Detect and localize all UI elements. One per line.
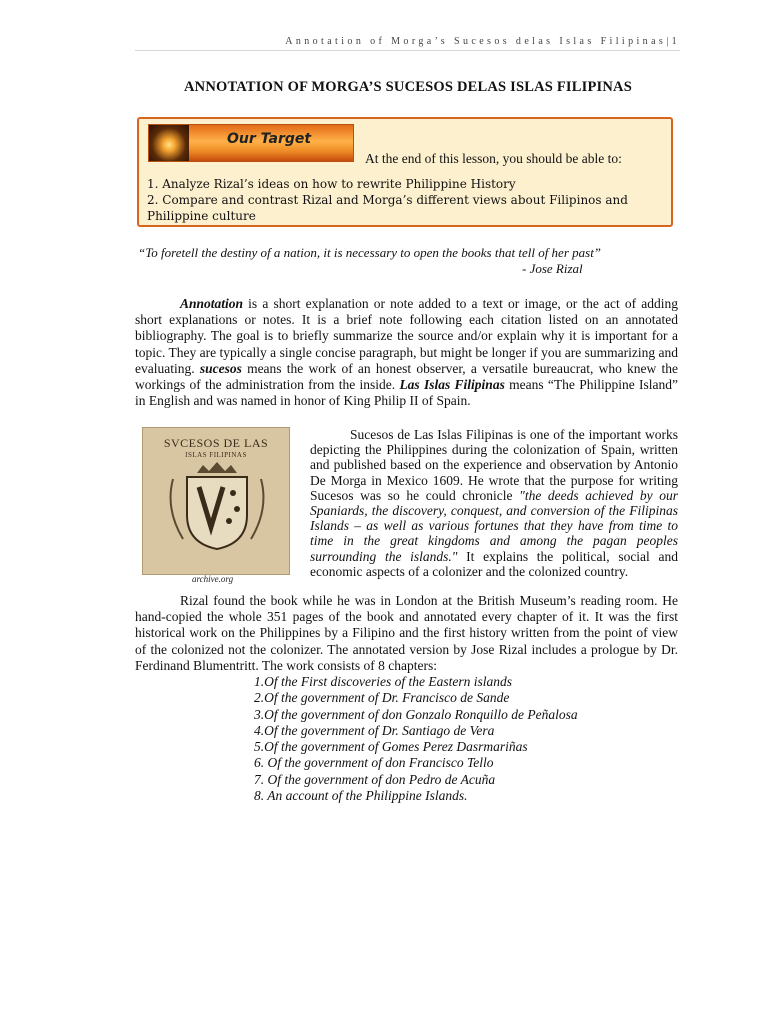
target-item-2: 2. Compare and contrast Rizal and Morga’s different views about Filipinos and Philippine culture <box>147 193 628 223</box>
paragraph1-text-2: means the work of an honest observer, a versatile bureaucrat, who knew the workings of the administration from the inside. <box>135 360 678 393</box>
page-title: ANNOTATION OF MORGA’S SUCESOS DELAS ISLAS FILIPINAS <box>184 79 632 95</box>
paragraph1-text-1: is a short explanation or note added to a text or image, or the act of adding short explanations or notes. It is a brief note following each citation listed on an annotated bibliography. The goal is to briefly summarize the source and/or explain why it is important for a topic. They are typically a single concise paragraph, but might be longer if you are summarizing and evaluating. <box>135 296 678 376</box>
paragraph2-text-1: Sucesos de Las Islas Filipinas is one of the important works depicting the Philippines during the colonization of Spain, written and published based on the experience and observation by Antonio De Morga in Mexico 1609. He wrote that the purpose for writing Sucesos was so he could chronicle <box>310 427 678 503</box>
quote-author: - Jose Rizal <box>522 261 583 276</box>
list-item: 2.Of the government of Dr. Francisco de Sande <box>254 690 510 706</box>
rizal-quote: “To foretell the destiny of a nation, it is necessary to open the books that tell of her past” <box>138 245 602 260</box>
list-item: 3.Of the government of don Gonzalo Ronquillo de Peñalosa <box>254 706 578 722</box>
target-list <box>147 176 659 224</box>
running-header: Annotation of Morga’s Sucesos delas Islas Filipinas|1 <box>285 36 680 47</box>
term-sucesos: sucesos <box>199 360 242 376</box>
list-item: 6. Of the government of don Francisco Tello <box>254 755 494 771</box>
book-cover-image <box>142 427 290 575</box>
image-title-line1: SVCESOS DE LAS <box>163 436 269 450</box>
morga-quote: "the deeds achieved by our Spaniards, the discovery, conquest, and conversion of the Filipinas Islands – as well as various fortunes that they have from time to time in the great kingdoms and among the pagan peoples surrounding the islands." <box>310 487 678 564</box>
lamp-icon <box>149 125 189 161</box>
our-target-banner <box>148 124 354 162</box>
paragraph2-text-2: It explains the political, social and economic aspects of a colonizer and the colonized country. <box>310 548 678 579</box>
term-annotation: Annotation <box>180 296 244 311</box>
target-intro: At the end of this lesson, you should be able to: <box>365 151 622 166</box>
image-caption: archive.org <box>192 574 234 584</box>
chapter-list <box>254 674 578 804</box>
target-item-1: 1. Analyze Rizal’s ideas on how to rewrite Philippine History <box>147 177 516 191</box>
paragraph1-text-3: means “The Philippine Island” in English and was named in honor of King Philip II of Spain. <box>135 377 678 409</box>
image-title-line2: ISLAS FILIPINAS <box>185 451 247 459</box>
paragraph-rizal: Rizal found the book while he was in London at the British Museum’s reading room. He hand-copied the whole 351 pages of the book and annotated every chapter of it. It was the first historical work on the Philippines by a Filipino and the first history written from the point of view of the colonized not the colonizer. The annotated version by Jose Rizal includes a prologue by Dr. Ferdinand Blumentritt. The work consists of 8 chapters: <box>135 593 678 673</box>
header-rule <box>135 50 680 51</box>
list-item: 1.Of the First discoveries of the Eastern islands <box>254 674 512 689</box>
list-item: 4.Of the government of Dr. Santiago de Vera <box>254 722 495 738</box>
paragraph-annotation <box>135 296 678 409</box>
list-item: 5.Of the government of Gomes Perez Dasrmariñas <box>254 739 528 755</box>
coat-of-arms-icon <box>153 459 281 559</box>
target-box <box>137 117 673 227</box>
term-las-islas: Las Islas Filipinas <box>399 377 505 393</box>
paragraph-sucesos <box>310 427 678 579</box>
list-item: 8. An account of the Philippine Islands. <box>254 788 468 804</box>
banner-text: Our Target <box>227 131 312 147</box>
list-item: 7. Of the government of don Pedro de Acuña <box>254 771 496 787</box>
